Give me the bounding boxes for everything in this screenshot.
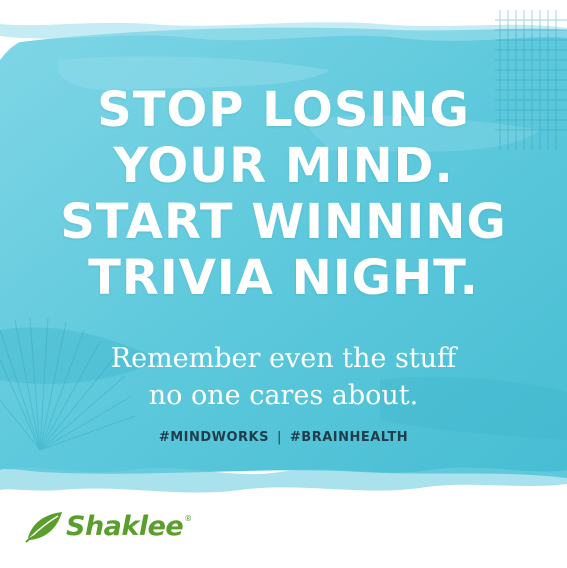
headline-line: YOUR MIND.: [113, 138, 454, 194]
headline: [0, 82, 567, 306]
shaklee-logo: [24, 506, 192, 546]
leaf-icon: [24, 508, 64, 544]
hashtag-separator: |: [277, 430, 282, 445]
hashtag-mindworks: #MINDWORKS: [158, 430, 269, 445]
registered-mark: ®: [184, 513, 193, 523]
subheadline: [0, 340, 567, 414]
brand-name: Shaklee: [66, 510, 184, 542]
hashtag-brainhealth: #BRAINHEALTH: [289, 430, 409, 445]
subheadline-line: Remember even the stuff: [110, 343, 457, 374]
subheadline-line: no one cares about.: [148, 380, 419, 411]
headline-line: TRIVIA NIGHT.: [88, 250, 479, 306]
headline-line: STOP LOSING: [97, 82, 470, 138]
hashtag-bar: [0, 430, 567, 445]
headline-line: START WINNING: [60, 194, 507, 250]
